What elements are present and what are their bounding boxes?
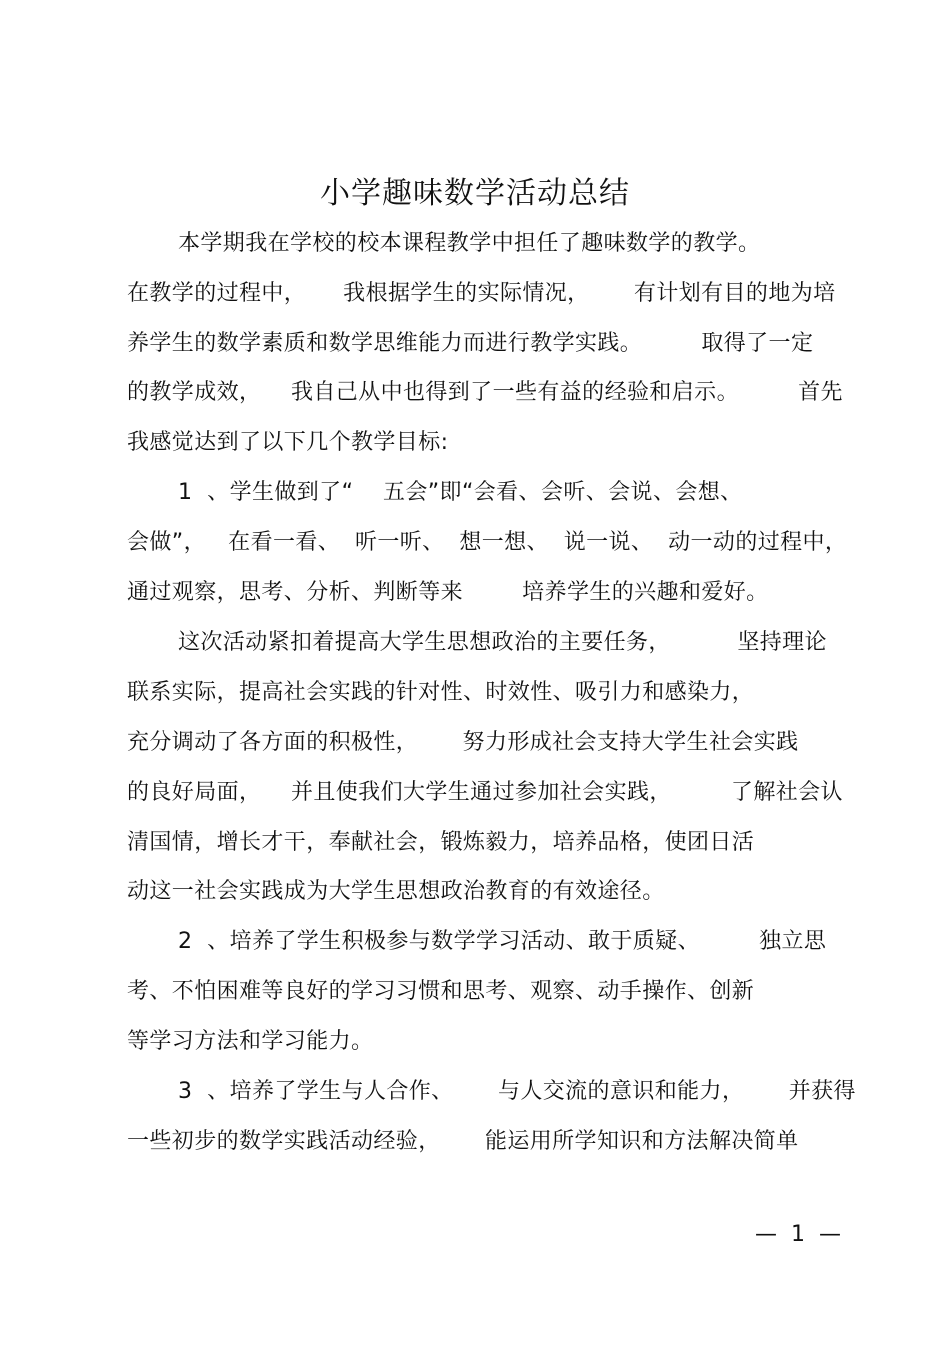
- text-line: 的教学成效， 我自己从中也得到了一些有益的经验和启示。 首先: [127, 380, 843, 405]
- text-line: 2 、培养了学生积极参与数学学习活动、敢于质疑、 独立思: [178, 929, 827, 954]
- page-number: — 1 —: [755, 1222, 841, 1247]
- text-line: 联系实际，提高社会实践的针对性、时效性、吸引力和感染力，: [127, 680, 755, 705]
- text-line: 考、不怕困难等良好的学习习惯和思考、观察、动手操作、创新: [127, 979, 755, 1004]
- text-line: 养学生的数学素质和数学思维能力而进行教学实践。 取得了一定: [127, 331, 814, 356]
- text-line: 清国情，增长才干，奉献社会，锻炼毅力，培养品格，使团日活: [127, 830, 755, 855]
- text-line: 1 、学生做到了“ 五会”即“会看、会听、会说、会想、: [178, 480, 743, 505]
- document-title: 小学趣味数学活动总结: [320, 176, 630, 211]
- text-line: 这次活动紧扣着提高大学生思想政治的主要任务， 坚持理论: [178, 630, 827, 655]
- text-line: 动这一社会实践成为大学生思想政治教育的有效途径。: [127, 879, 665, 904]
- text-line: 等学习方法和学习能力。: [127, 1029, 374, 1054]
- text-line: 3 、培养了学生与人合作、 与人交流的意识和能力， 并获得: [178, 1079, 856, 1104]
- text-line: 的良好局面， 并且使我们大学生通过参加社会实践， 了解社会认: [127, 780, 843, 805]
- text-line: 通过观察，思考、分析、判断等来 培养学生的兴趣和爱好。: [127, 580, 769, 605]
- text-line: 会做”， 在看一看、 听一听、 想一想、 说一说、 动一动的过程中，: [127, 530, 848, 555]
- text-line: 充分调动了各方面的积极性， 努力形成社会支持大学生社会实践: [127, 730, 799, 755]
- text-line: 我感觉达到了以下几个教学目标:: [127, 430, 449, 455]
- text-line: 在教学的过程中， 我根据学生的实际情况， 有计划有目的地为培: [127, 281, 836, 306]
- text-line: 本学期我在学校的校本课程教学中担任了趣味数学的教学。: [178, 231, 761, 256]
- text-line: 一些初步的数学实践活动经验， 能运用所学知识和方法解决简单: [127, 1129, 799, 1154]
